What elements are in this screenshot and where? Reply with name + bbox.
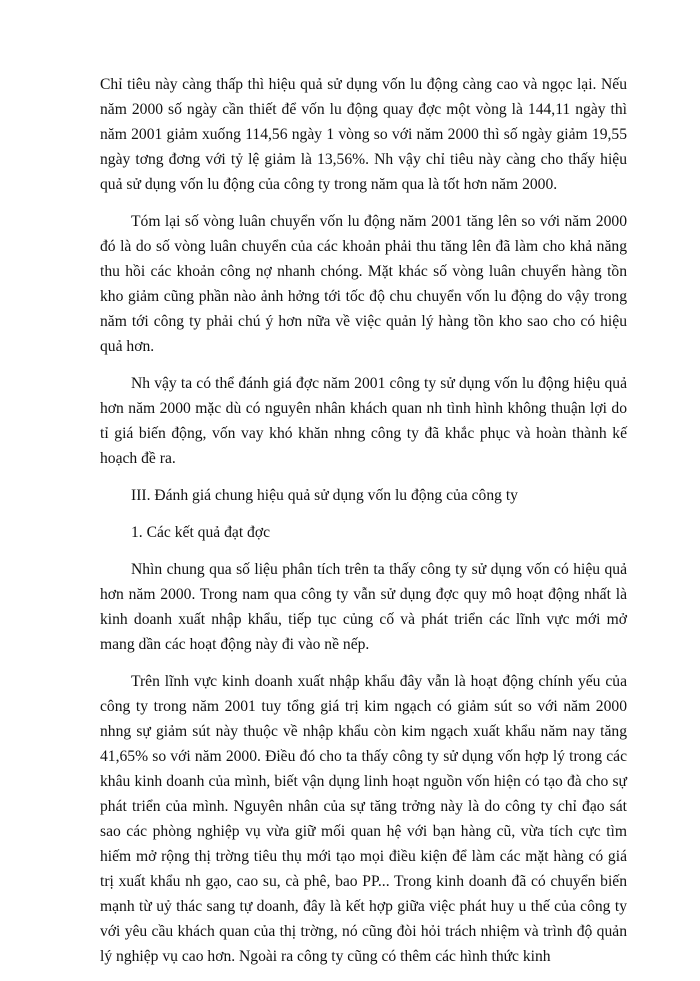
paragraph-conclusion-2001: Nh vậy ta có thể đánh giá đợc năm 2001 công ty sử dụng vốn lu động hiệu quả hơn năm 2000 mặc dù có nguyên nhân khách quan nh tình hình không thuận lợi do tỉ giá biến động, vốn vay khó khăn nhng công ty đã khắc phục và hoàn thành kế hoạch đề ra.: [100, 375, 627, 467]
paragraph-summary-turnover: Tóm lại số vòng luân chuyển vốn lu động năm 2001 tăng lên so với năm 2000 đó là do số vòng luân chuyển của các khoản phải thu tăng lên đã làm cho khả năng thu hồi các khoản công nợ nhanh chóng. Mặt khác số vòng luân chuyển hàng tồn kho giảm cũng phần nào ảnh hởng tới tốc độ chu chuyển vốn lu động do vậy trong năm tới công ty phải chú ý hơn nữa về việc quản lý hàng tồn kho sao cho có hiệu quả hơn.: [100, 213, 627, 355]
paragraph-overall-results: Nhìn chung qua số liệu phân tích trên ta thấy công ty sử dụng vốn có hiệu quả hơn năm 2000. Trong nam qua công ty vẫn sử dụng đợc quy mô hoạt động nhất là kinh doanh xuất nhập khẩu, tiếp tục củng cố và phát triển các lĩnh vực mới mở mang dần các hoạt động này đi vào nề nếp.: [100, 561, 627, 653]
document-page: [100, 72, 627, 981]
section-heading: III. Đánh giá chung hiệu quả sử dụng vốn lu động của công ty: [131, 487, 518, 504]
paragraph-import-export: Trên lĩnh vực kinh doanh xuất nhập khẩu đây vẫn là hoạt động chính yếu của công ty trong năm 2001 tuy tổng giá trị kim ngạch có giảm sút so với năm 2000 nhng sự giảm sút này thuộc về nhập khẩu còn kim ngạch xuất khẩu năm nay tăng 41,65% so với năm 2000. Điều đó cho ta thấy công ty sử dụng vốn hợp lý trong các khâu kinh doanh của mình, biết vận dụng linh hoạt nguồn vốn hiện có tạo đà cho sự phát triển của mình. Nguyên nhân của sự tăng trởng này là do công ty chỉ đạo sát sao các phòng nghiệp vụ vừa giữ mối quan hệ với bạn hàng cũ, vừa tích cực tìm hiếm mở rộng thị trờng tiêu thụ mới tạo mọi điều kiện để làm các mặt hàng có giá trị xuất khẩu nh gạo, cao su, cà phê, bao PP... Trong kinh doanh đã có chuyển biến mạnh từ uỷ thác sang tự doanh, đây là kết hợp giữa việc phát huy u thế của công ty với yêu cầu khách quan của thị trờng, nó cũng đòi hỏi trách nhiệm và trình độ quản lý nghiệp vụ cao hơn. Ngoài ra công ty cũng có thêm các hình thức kinh: [100, 673, 627, 965]
subsection-heading: 1. Các kết quả đạt đợc: [131, 524, 271, 541]
paragraph-efficiency-indicator: Chỉ tiêu này càng thấp thì hiệu quả sử dụng vốn lu động càng cao và ngọc lại. Nếu năm 2000 số ngày cần thiết để vốn lu động quay đợc một vòng là 144,11 ngày thì năm 2001 giảm xuống 114,56 ngày 1 vòng so với năm 2000 thì số ngày giảm 19,55 ngày tơng đơng với tỷ lệ giảm là 13,56%. Nh vậy chỉ tiêu này càng cho thấy hiệu quả sử dụng vốn lu động của công ty trong năm qua là tốt hơn năm 2000.: [100, 76, 627, 193]
